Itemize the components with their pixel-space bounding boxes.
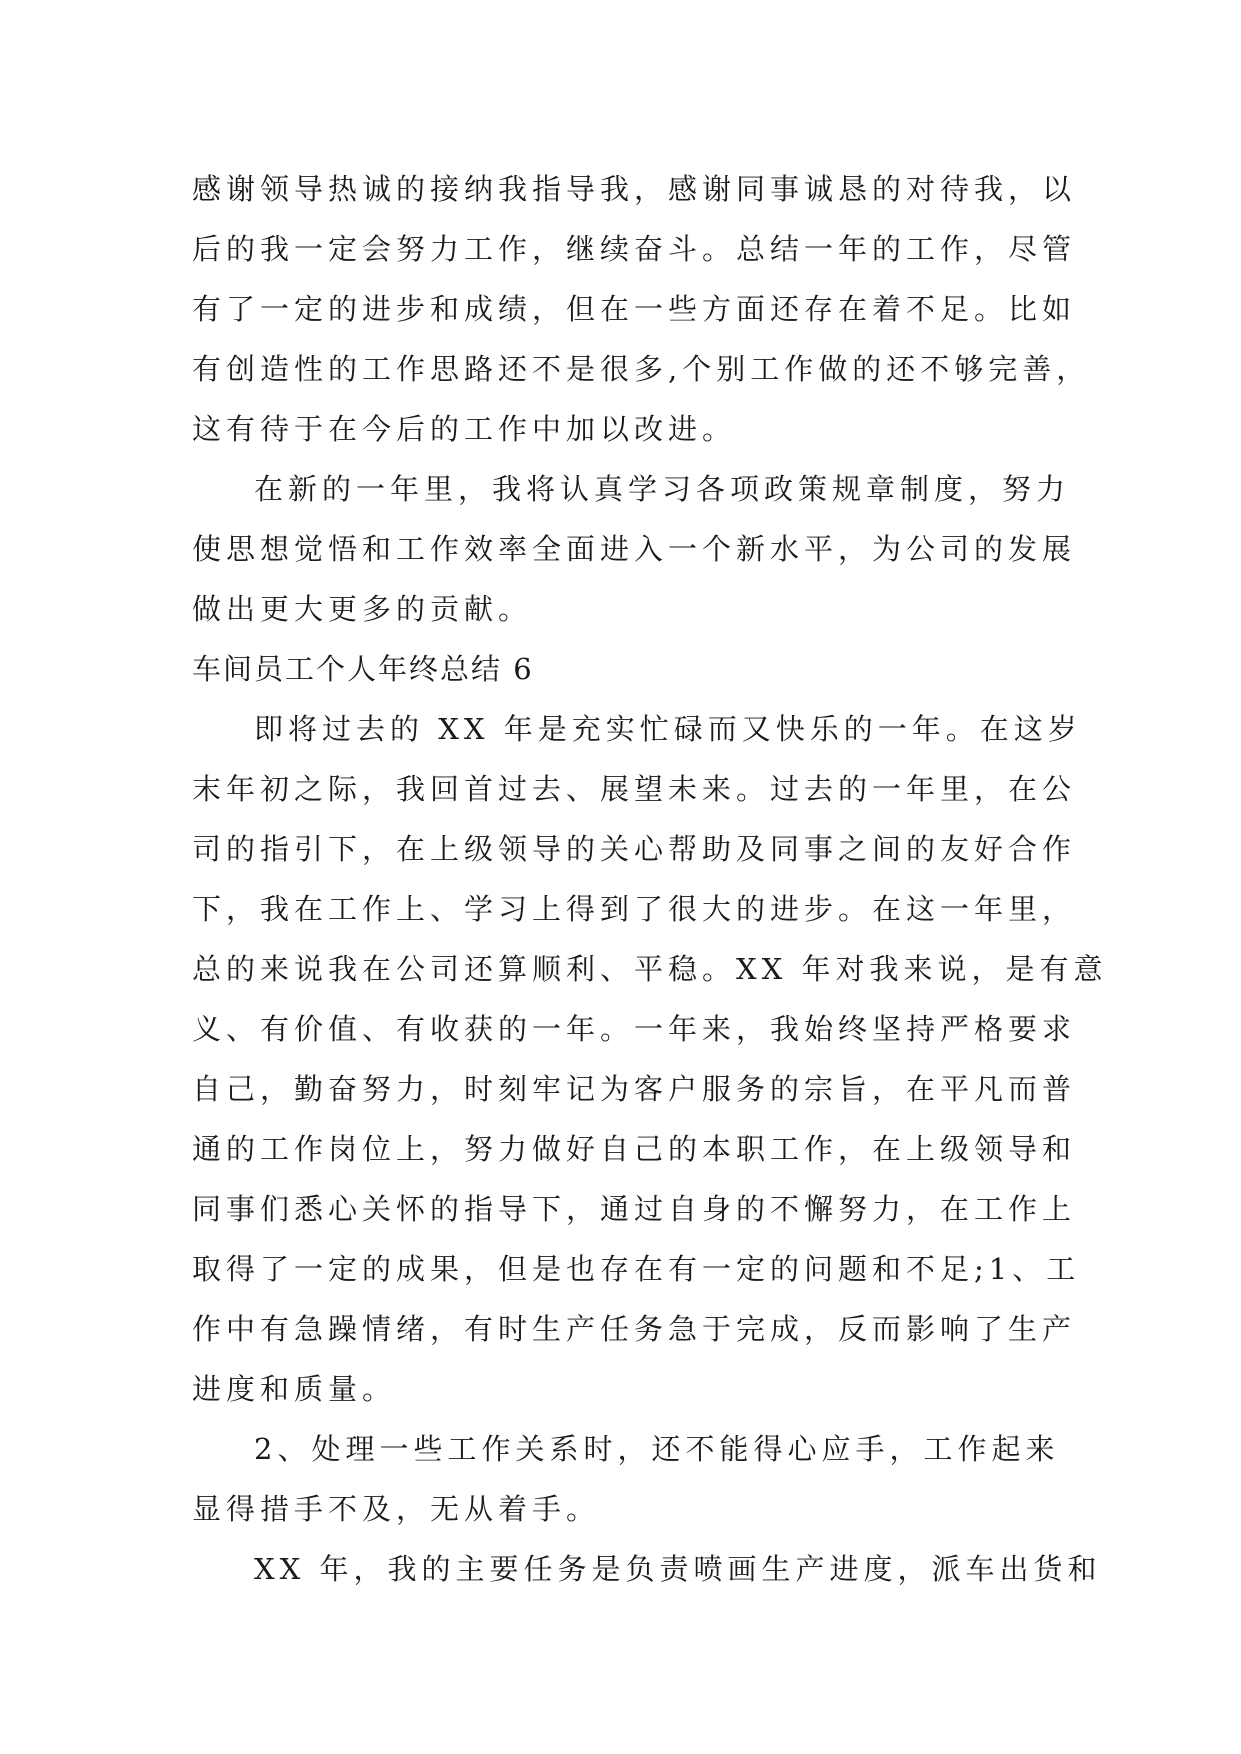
text-line: 义、有价值、有收获的一年。一年来，我始终坚持严格要求	[192, 1012, 1077, 1046]
text-line: 进度和质量。	[192, 1372, 397, 1406]
text-line: 做出更大更多的贡献。	[192, 592, 533, 626]
text-line: 下，我在工作上、学习上得到了很大的进步。在这一年里，	[192, 892, 1077, 926]
paragraph-first-line: 2、处理一些工作关系时，还不能得心应手，工作起来	[254, 1432, 1060, 1466]
document-body	[192, 159, 1108, 1599]
text-line: 自己，勤奋努力，时刻牢记为客户服务的宗旨，在平凡而普	[192, 1072, 1077, 1106]
paragraph-first-line: 即将过去的 XX 年是充实忙碌而又快乐的一年。在这岁	[254, 712, 1082, 746]
text-line: 后的我一定会努力工作，继续奋斗。总结一年的工作，尽管	[192, 232, 1077, 266]
section-heading: 车间员工个人年终总结 6	[192, 652, 534, 686]
paragraph-first-line: 在新的一年里，我将认真学习各项政策规章制度，努力	[254, 472, 1071, 506]
text-line: 同事们悉心关怀的指导下，通过自身的不懈努力，在工作上	[192, 1192, 1077, 1226]
text-line: 取得了一定的成果，但是也存在有一定的问题和不足;1、工	[192, 1252, 1081, 1286]
text-line: 作中有急躁情绪，有时生产任务急于完成，反而影响了生产	[192, 1312, 1077, 1346]
text-line: 显得措手不及，无从着手。	[192, 1492, 601, 1526]
text-line: 有创造性的工作思路还不是很多,个别工作做的还不够完善，	[192, 352, 1091, 386]
text-line: 总的来说我在公司还算顺利、平稳。XX 年对我来说，是有意	[192, 952, 1108, 986]
text-line: 司的指引下，在上级领导的关心帮助及同事之间的友好合作	[192, 832, 1077, 866]
text-line: 末年初之际，我回首过去、展望未来。过去的一年里，在公	[192, 772, 1077, 806]
text-line: 这有待于在今后的工作中加以改进。	[192, 412, 737, 446]
text-line: 有了一定的进步和成绩，但在一些方面还存在着不足。比如	[192, 292, 1077, 326]
text-line: 使思想觉悟和工作效率全面进入一个新水平，为公司的发展	[192, 532, 1077, 566]
paragraph-first-line: XX 年，我的主要任务是负责喷画生产进度，派车出货和	[254, 1552, 1102, 1586]
text-line: 通的工作岗位上，努力做好自己的本职工作，在上级领导和	[192, 1132, 1077, 1166]
text-line: 感谢领导热诚的接纳我指导我，感谢同事诚恳的对待我，以	[192, 172, 1077, 206]
